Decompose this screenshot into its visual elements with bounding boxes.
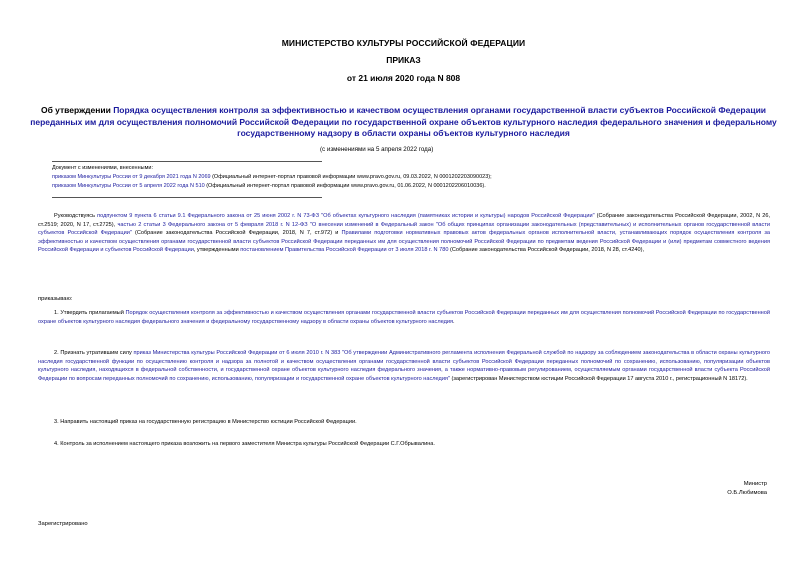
title-prefix: Об утверждении (40, 105, 114, 115)
orders-word: приказываю: (38, 296, 73, 302)
signature-name: О.Б.Любимова (727, 490, 767, 497)
ministry-heading: МИНИСТЕРСТВО КУЛЬТУРЫ РОССИЙСКОЙ ФЕДЕРАЦИИ (281, 38, 526, 48)
divider-bottom (52, 197, 322, 198)
item-2-paragraph (38, 349, 770, 383)
item-text: . (453, 318, 455, 325)
decree-link-780[interactable]: постановлением Правительства Российской Федерации от 3 июля 2018 г. N 780 (240, 247, 449, 254)
document-date-number: от 21 июля 2020 года N 808 (346, 73, 461, 83)
signature-position: Министр (743, 481, 767, 487)
changes-item-text: (Официальный интернет-портал правовой информации www.pravo.gov.ru, 01.06.2022, N 0001202206010036). (204, 183, 486, 189)
changes-block (52, 164, 772, 191)
rules-link[interactable]: Правилами подготовки нормативных правовых актов федеральных органов исполнительной власти, устанавливающих порядок осуществления контроля за эффективностью и качеством осуществления органами государственной власти субъектов Российской Федерации переданных им для осуществления полномочий Российской Федерации по предметам ведения Российской Федерации и (или) предметам совместного ведения Российской Федерации и субъектов Российской Федерации (38, 230, 771, 254)
signature-block (727, 480, 767, 499)
law-link-12fz[interactable]: частью 2 статьи 3 Федерального закона от 5 февраля 2018 г. N 12-ФЗ "О внесении изменений в Федеральный закон "Об общих принципах организации законодательных (представительных) и исполнительных органов государственной власти субъектов Российской Федерации" (38, 221, 771, 237)
preamble-text: (Собрание законодательства Российской Федерации, 2002, N 26, ст.2519; 2020, N 17, ст.2725), (38, 213, 771, 228)
order-383-link[interactable]: приказ Министерства культуры Российской Федерации от 6 июля 2010 г. N 383 "Об утверждении Административного регламента исполнения Федеральной службой по надзору за соблюдением законодательства в области охраны культурного наследия государственной функции по осуществлению контроля и надзора за полнотой и качеством осуществления органами государственной власти субъектов Российской Федерации переданных полномочий по сохранению, использованию, популяризации объектов культурного наследия, находящихся в федеральной собственности, и государственной охране объектов культурного наследия федерального значения, а также нормативно-правовым регулированием, осуществляемым органами государственной власти субъекта Российской Федерации по вопросам переданных полномочий по сохранению, использованию, популяризации и государственной охране объектов культурного наследия" (38, 350, 771, 382)
edition-note: (с изменениями на 5 апреля 2022 года) (320, 146, 434, 153)
item-text: 2. Признать утратившим силу (54, 350, 134, 356)
item-3-paragraph: 3. Направить настоящий приказ на государственную регистрацию в Министерство юстиции Российской Федерации. (54, 419, 357, 425)
divider-top (52, 161, 322, 162)
preamble-paragraph (38, 212, 770, 255)
registered-note: Зарегистрировано (38, 521, 88, 527)
changes-intro: Документ с изменениями, внесенными: (52, 165, 153, 171)
preamble-text: , утвержденными (193, 247, 241, 254)
preamble-text: Руководствуясь (54, 213, 98, 219)
changes-item-text: (Официальный интернет-портал правовой информации www.pravo.gov.ru, 09.03.2022, N 0001202203090023); (210, 174, 492, 180)
item-1-paragraph (38, 309, 770, 326)
item-text: (зарегистрирован Министерством юстиции Российской Федерации 17 августа 2010 г., регистрационный N 18172). (449, 375, 748, 382)
document-type: ПРИКАЗ (386, 55, 421, 65)
document-title (30, 105, 777, 140)
item-text: 1. Утвердить прилагаемый (54, 310, 126, 316)
title-link[interactable]: Порядка осуществления контроля за эффективностью и качеством осуществления органами государственной власти субъектов Российской Федерации переданных им для осуществления полномочий Российской Федерации по государственной охране объектов культурного наследия федерального значения и федеральному государственному надзору в области охраны объектов культурного наследия (30, 105, 777, 138)
law-link-73fz[interactable]: подпунктом 9 пункта 6 статьи 9.1 Федерального закона от 25 июня 2002 г. N 73-ФЗ "Об объектах культурного наследия (памятниках истории и культуры) народов Российской Федерации" (97, 213, 595, 219)
changes-item-link[interactable]: приказом Минкультуры России от 9 декабря 2021 года N 2069 (52, 174, 211, 180)
preamble-text: (Собрание законодательства Российской Федерации, 2018, N 7, ст.972) и (131, 230, 342, 237)
changes-item (52, 182, 772, 191)
preamble-text: (Собрание законодательства Российской Федерации, 2018, N 28, ст.4240), (448, 247, 645, 254)
changes-item (52, 173, 772, 182)
procedure-link[interactable]: Порядок осуществления контроля за эффективностью и качеством осуществления органами государственной власти субъектов Российской Федерации переданных им для осуществления полномочий Российской Федерации по государственной охране объектов культурного наследия федерального значения и федеральному государственному надзору в области охраны объектов культурного наследия (38, 310, 770, 325)
changes-item-link[interactable]: приказом Минкультуры России от 5 апреля 2022 года N 510 (52, 183, 205, 189)
item-4-paragraph: 4. Контроль за исполнением настоящего приказа возложить на первого заместителя Министра культуры Российской Федерации С.Г.Обрывалина. (54, 441, 435, 447)
